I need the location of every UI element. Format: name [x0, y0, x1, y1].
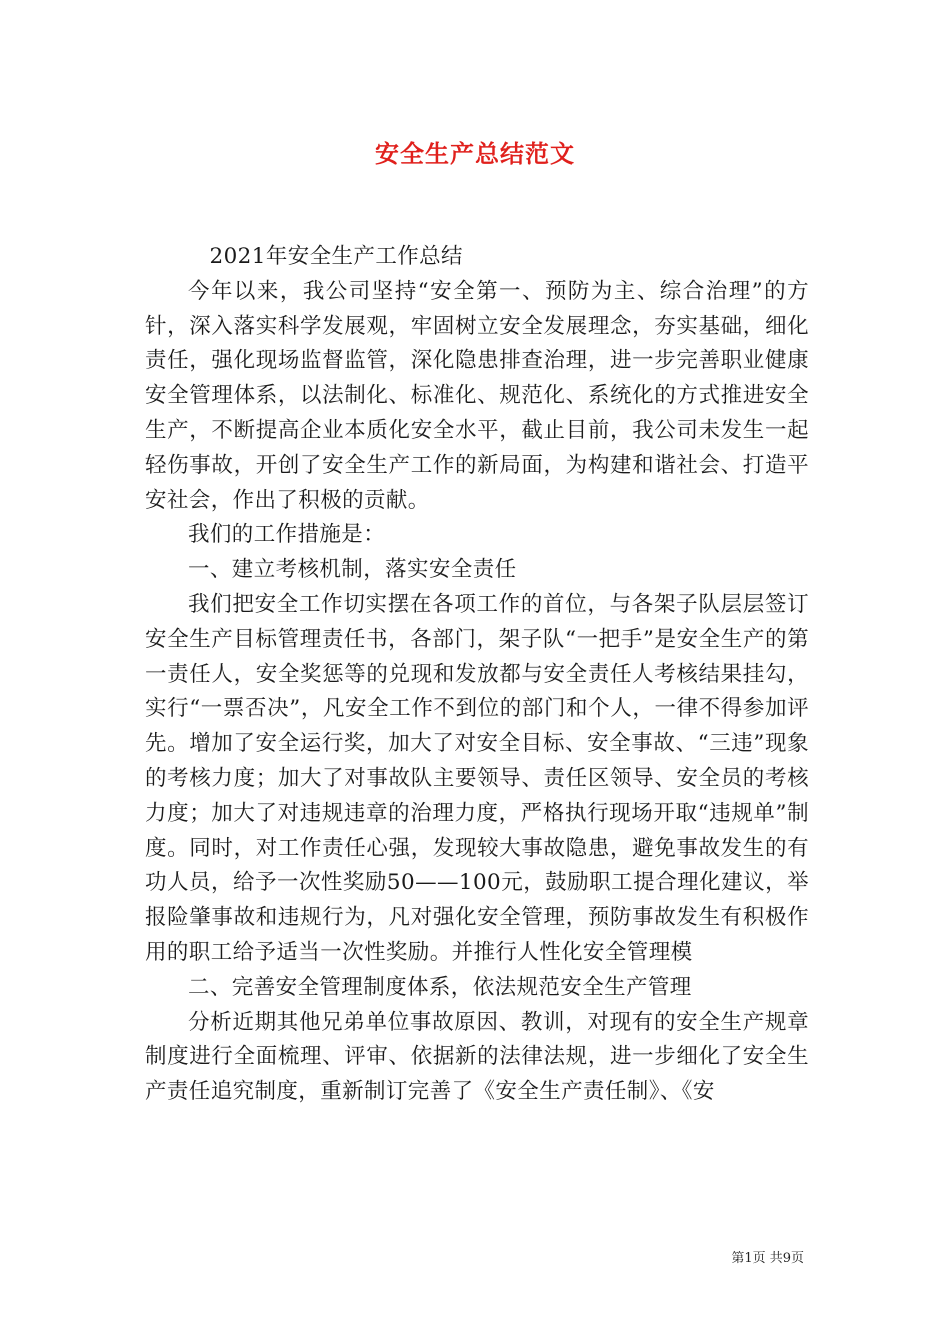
document-body [145, 240, 809, 1110]
section-heading-1: 一、建立考核机制，落实安全责任 [188, 557, 517, 583]
paragraph-intro: 今年以来，我公司坚持“安全第一、预防为主、综合治理”的方针，深入落实科学发展观，牢固树立安全发展理念，夯实基础，细化责任，强化现场监督监管，深化隐患排查治理，进一步完善职业健康安全管理体系，以法制化、标准化、规范化、系统化的方式推进安全生产，不断提高企业本质化安全水平，截止目前，我公司未发生一起轻伤事故，开创了安全生产工作的新局面，为构建和谐社会、打造平安社会，作出了积极的贡献。 [145, 278, 809, 513]
paragraph-section-1: 我们把安全工作切实摆在各项工作的首位，与各架子队层层签订安全生产目标管理责任书，各部门，架子队“一把手”是安全生产的第一责任人，安全奖惩等的兑现和发放都与安全责任人考核结果挂勾，实行“一票否决”，凡安全工作不到位的部门和个人，一律不得参加评先。增加了安全运行奖，加大了对安全目标、安全事故、“三违”现象的考核力度；加大了对事故队主要领导、责任区领导、安全员的考核力度；加大了对违规违章的治理力度，严格执行现场开取“违规单”制度。同时，对工作责任心强，发现较大事故隐患，避免事故发生的有功人员，给予一次性奖励50——100元，鼓励职工提合理化建议，举报险肇事故和违规行为，凡对强化安全管理，预防事故发生有积极作用的职工给予适当一次性奖励。并推行人性化安全管理模 [145, 591, 809, 965]
paragraph-section-2: 分析近期其他兄弟单位事故原因、教训，对现有的安全生产规章制度进行全面梳理、评审、依据新的法律法规，进一步细化了安全生产责任追究制度，重新制订完善了《安全生产责任制》、《安 [145, 1009, 809, 1105]
document-subtitle: 2021年安全生产工作总结 [209, 244, 463, 269]
document-title: 安全生产总结范文 [375, 140, 575, 168]
paragraph-measures-lead: 我们的工作措施是： [188, 522, 386, 548]
page-indicator: 第1页 共9页 [731, 1251, 804, 1266]
section-heading-2: 二、完善安全管理制度体系，依法规范安全生产管理 [188, 974, 692, 1000]
